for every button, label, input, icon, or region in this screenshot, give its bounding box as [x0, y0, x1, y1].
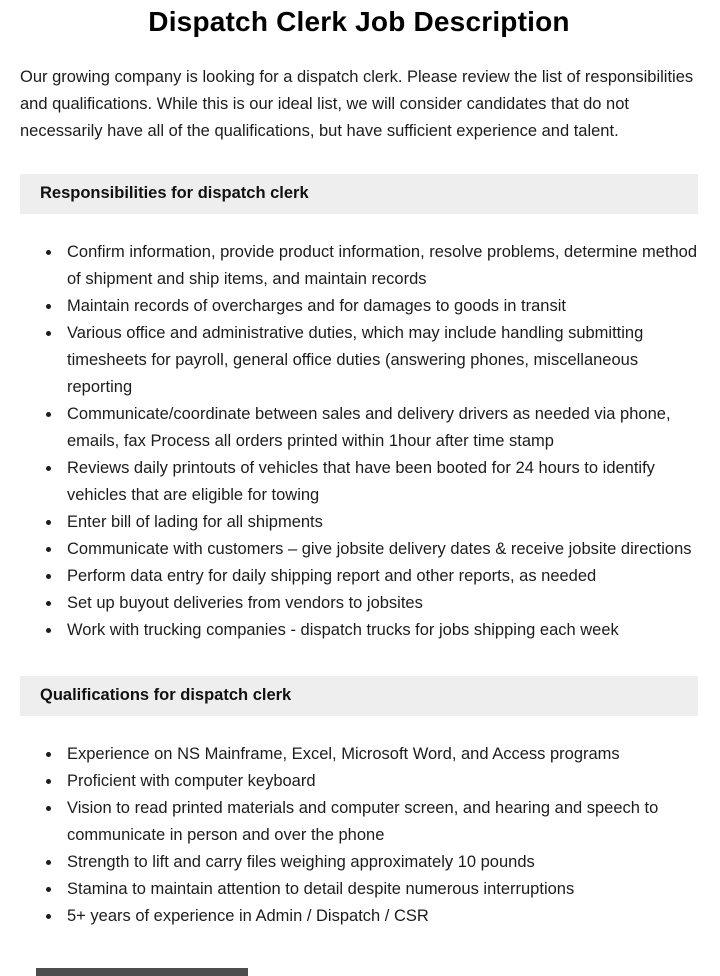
list-item: • Communicate with customers – give jobsite delivery dates & receive jobsite directions — [62, 536, 698, 563]
list-item: • Stamina to maintain attention to detail despite numerous interruptions — [62, 876, 698, 903]
list-item: • Proficient with computer keyboard — [62, 768, 698, 795]
list-item: • Various office and administrative duties, which may include handling submitting timesheets for payroll, general office duties (answering phones, miscellaneous reporting — [62, 320, 698, 401]
list-item: • Strength to lift and carry files weighing approximately 10 pounds — [62, 849, 698, 876]
list-item: • Experience on NS Mainframe, Excel, Microsoft Word, and Access programs — [62, 741, 698, 768]
list-item: • Communicate/coordinate between sales and delivery drivers as needed via phone, emails, fax Process all orders printed within 1hour after time stamp — [62, 401, 698, 455]
page-title: Dispatch Clerk Job Description — [148, 6, 570, 37]
qualifications-list — [20, 741, 698, 930]
list-item: • Vision to read printed materials and computer screen, and hearing and speech to communicate in person and over the phone — [62, 795, 698, 849]
list-item: • Set up buyout deliveries from vendors to jobsites — [62, 590, 698, 617]
list-item: • Enter bill of lading for all shipments — [62, 509, 698, 536]
list-item: • Reviews daily printouts of vehicles that have been booted for 24 hours to identify vehicles that are eligible for towing — [62, 455, 698, 509]
list-item: • Perform data entry for daily shipping report and other reports, as needed — [62, 563, 698, 590]
list-item: • 5+ years of experience in Admin / Dispatch / CSR — [62, 903, 698, 930]
list-item: • Work with trucking companies - dispatch trucks for jobs shipping each week — [62, 617, 698, 644]
responsibilities-section-header: Responsibilities for dispatch clerk — [20, 174, 698, 214]
horizontal-scrollbar-thumb[interactable] — [36, 968, 248, 976]
intro-paragraph: Our growing company is looking for a dispatch clerk. Please review the list of responsibilities and qualifications. While this is our ideal list, we will consider candidates that do not necessarily have all of the qualifications, but have sufficient experience and talent. — [20, 68, 694, 140]
responsibilities-list — [20, 239, 698, 644]
list-item: • Confirm information, provide product information, resolve problems, determine method of shipment and ship items, and maintain records — [62, 239, 698, 293]
qualifications-section-header: Qualifications for dispatch clerk — [20, 676, 698, 716]
list-item: • Maintain records of overcharges and for damages to goods in transit — [62, 293, 698, 320]
